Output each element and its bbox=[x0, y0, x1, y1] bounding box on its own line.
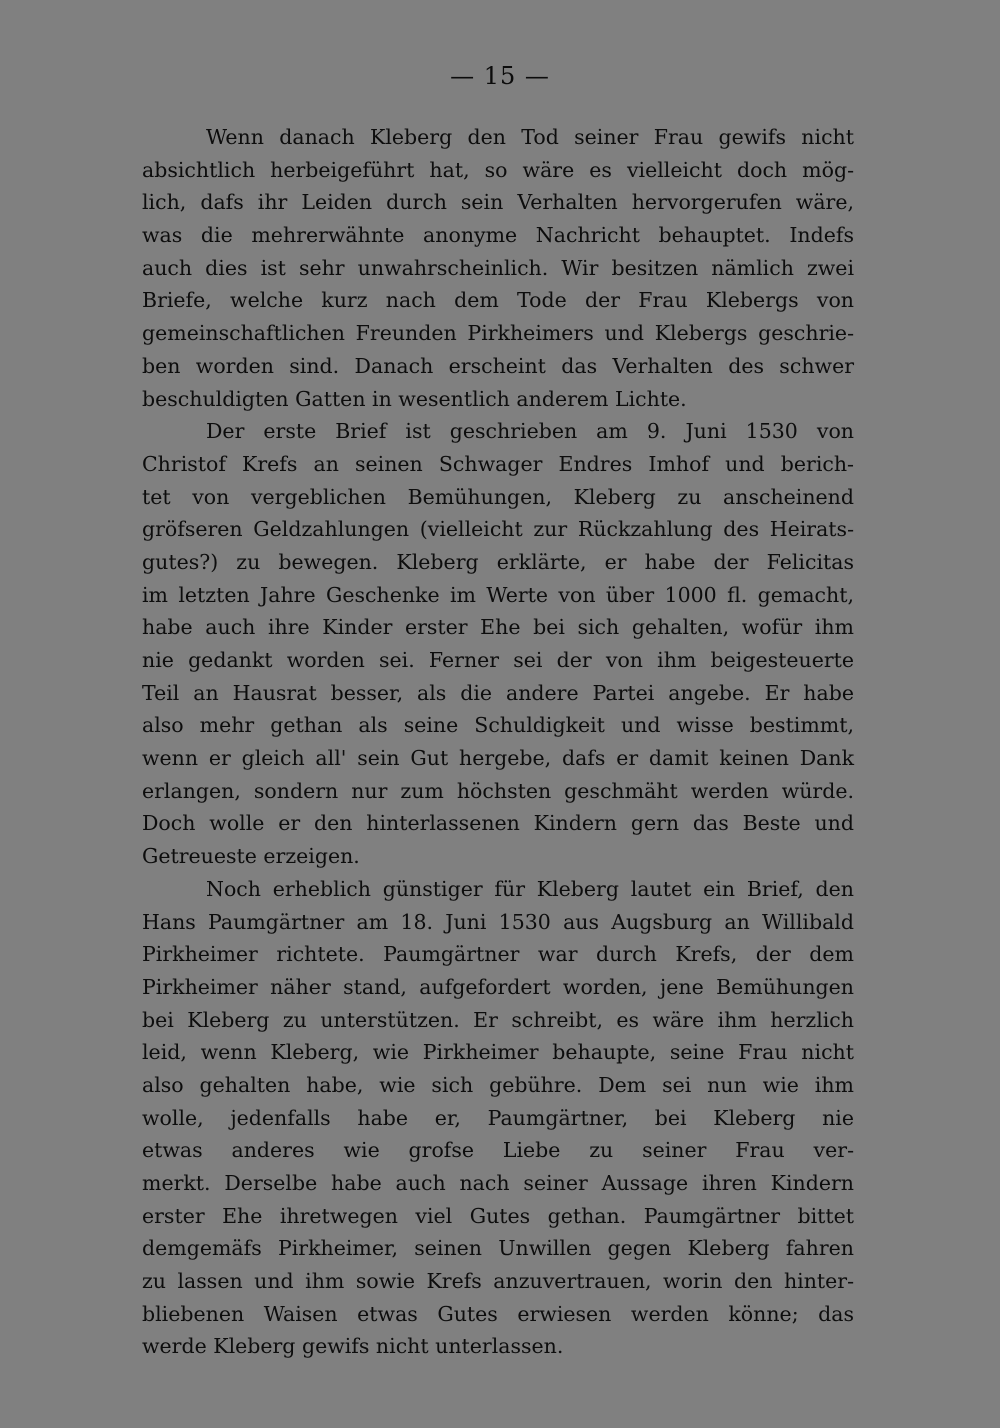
body-text bbox=[142, 121, 854, 1363]
text-line: bliebenen Waisen etwas Gutes erwiesen werden könne; das bbox=[142, 1301, 854, 1326]
text-line: Pirkheimer näher stand, aufgefordert worden, jene Bemühungen bbox=[142, 974, 854, 999]
text-line: was die mehrerwähnte anonyme Nachricht behauptet. Indefs bbox=[142, 223, 854, 248]
text-line: Der erste Brief ist geschrieben am 9. Juni 1530 von bbox=[206, 419, 854, 444]
text-line: also gehalten habe, wie sich gebühre. Dem sei nun wie ihm bbox=[142, 1072, 854, 1097]
text-line: Getreueste erzeigen. bbox=[142, 844, 360, 869]
text-line: gröfseren Geldzahlungen (vielleicht zur Rückzahlung des Heirats- bbox=[142, 517, 854, 542]
text-line: im letzten Jahre Geschenke im Werte von über 1000 fl. gemacht, bbox=[142, 582, 854, 607]
text-line: werde Kleberg gewifs nicht unterlassen. bbox=[142, 1334, 564, 1359]
text-line: leid, wenn Kleberg, wie Pirkheimer behaupte, seine Frau nicht bbox=[142, 1040, 854, 1065]
text-line: also mehr gethan als seine Schuldigkeit und wisse bestimmt, bbox=[142, 713, 854, 738]
text-line: erster Ehe ihretwegen viel Gutes gethan. Paumgärtner bittet bbox=[142, 1203, 854, 1228]
page-number: — 15 — bbox=[450, 62, 550, 90]
text-line: Briefe, welche kurz nach dem Tode der Frau Klebergs von bbox=[142, 288, 854, 313]
text-line: nie gedankt worden sei. Ferner sei der von ihm beigesteuerte bbox=[142, 648, 854, 672]
text-line: tet von vergeblichen Bemühungen, Kleberg zu anscheinend bbox=[142, 484, 854, 509]
text-line: absichtlich herbeigeführt hat, so wäre es vielleicht doch mög- bbox=[142, 157, 854, 182]
text-line: Pirkheimer richtete. Paumgärtner war durch Krefs, der dem bbox=[142, 942, 854, 967]
text-line: bei Kleberg zu unterstützen. Er schreibt, es wäre ihm herzlich bbox=[142, 1007, 854, 1032]
text-line: auch dies ist sehr unwahrscheinlich. Wir besitzen nämlich zwei bbox=[142, 255, 854, 280]
text-line: ben worden sind. Danach erscheint das Verhalten des schwer bbox=[142, 353, 854, 378]
text-line: etwas anderes wie grofse Liebe zu seiner Frau ver- bbox=[142, 1138, 854, 1163]
text-line: Doch wolle er den hinterlassenen Kindern gern das Beste und bbox=[142, 811, 854, 836]
text-line: Hans Paumgärtner am 18. Juni 1530 aus Augsburg an Willibald bbox=[142, 909, 854, 934]
text-line: zu lassen und ihm sowie Krefs anzuvertrauen, worin den hinter- bbox=[142, 1269, 854, 1294]
text-line: Noch erheblich günstiger für Kleberg lautet ein Brief, den bbox=[206, 876, 854, 901]
text-line: Teil an Hausrat besser, als die andere Partei angebe. Er habe bbox=[142, 680, 854, 705]
text-line: habe auch ihre Kinder erster Ehe bei sich gehalten, wofür ihm bbox=[142, 615, 854, 640]
text-line: Wenn danach Kleberg den Tod seiner Frau gewifs nicht bbox=[206, 125, 854, 149]
text-line: gutes?) zu bewegen. Kleberg erklärte, er habe der Felicitas bbox=[142, 549, 854, 574]
text-line: gemeinschaftlichen Freunden Pirkheimers und Klebergs geschrie- bbox=[142, 321, 854, 346]
text-line: demgemäfs Pirkheimer, seinen Unwillen gegen Kleberg fahren bbox=[142, 1236, 854, 1261]
text-line: lich, dafs ihr Leiden durch sein Verhalten hervorgerufen wäre, bbox=[142, 190, 854, 215]
text-line: erlangen, sondern nur zum höchsten geschmäht werden würde. bbox=[142, 778, 854, 803]
text-line: beschuldigten Gatten in wesentlich anderem Lichte. bbox=[142, 386, 687, 411]
text-line: wolle, jedenfalls habe er, Paumgärtner, bei Kleberg nie bbox=[142, 1105, 854, 1130]
text-line: wenn er gleich all' sein Gut hergebe, dafs er damit keinen Dank bbox=[142, 746, 854, 771]
text-line: Christof Krefs an seinen Schwager Endres Imhof und berich- bbox=[142, 451, 854, 476]
text-line: merkt. Derselbe habe auch nach seiner Aussage ihren Kindern bbox=[142, 1171, 854, 1195]
